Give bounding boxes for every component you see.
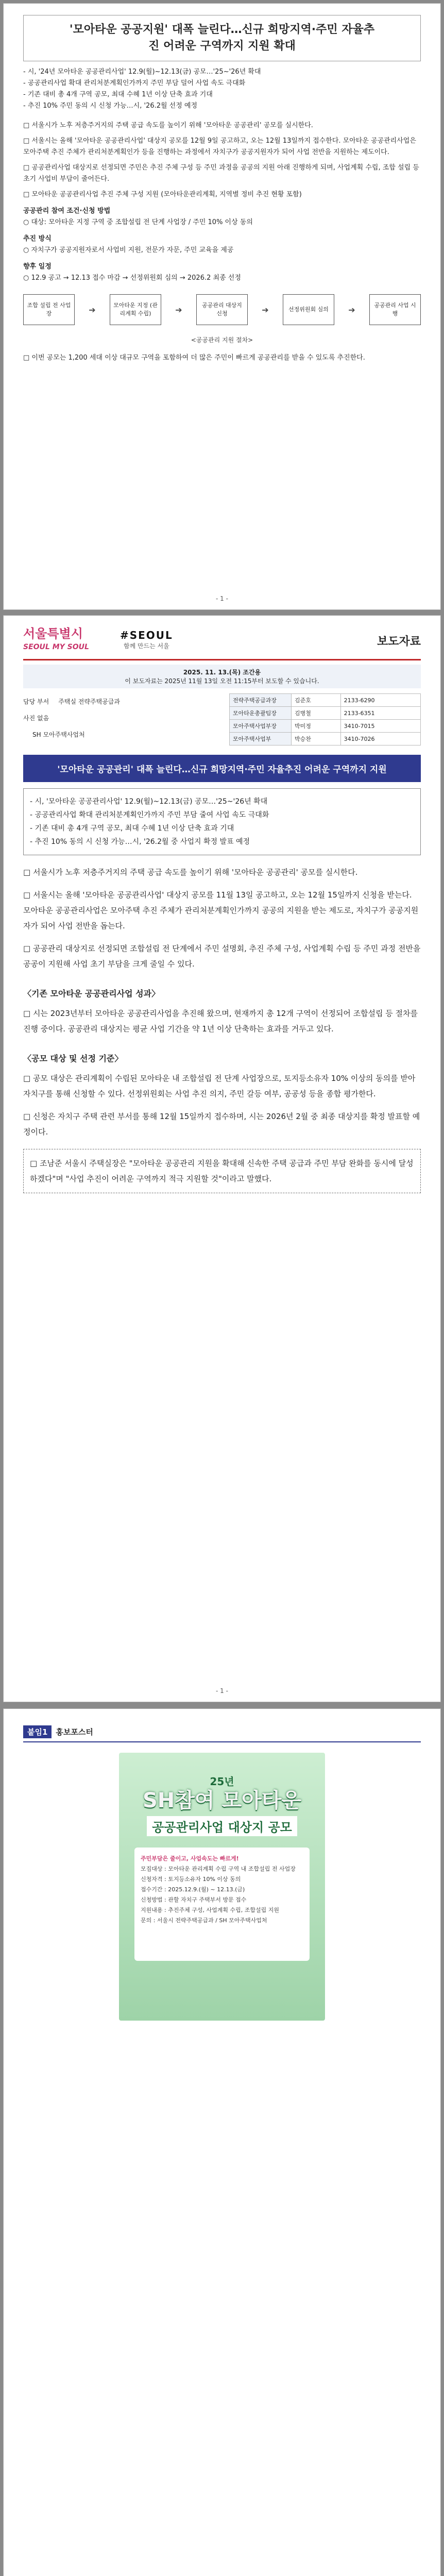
department-list [23, 693, 229, 745]
section-heading: 〈기존 모아타운 공공관리사업 성과〉 [23, 989, 160, 998]
arrow-right-icon: ➔ [262, 304, 269, 315]
table-cell: 3410-7026 [340, 733, 420, 745]
paragraph: □ 신청은 자치구 주택 관련 부서를 통해 12월 15일까지 접수하며, 시는 2026년 2월 중 최종 대상지를 확정 발표할 예정이다. [23, 1112, 420, 1137]
lead-line: - 추진 10% 동의 시 신청 가능…시, '26.2월 중 사업지 확정 발표 예정 [30, 838, 250, 846]
title-line-2: 진 어려운 구역까지 지원 확대 [148, 40, 296, 53]
section-heading: 공공관리 참여 조건·신청 방법 [23, 207, 111, 215]
table-cell: 박미정 [292, 720, 341, 733]
subtitle: - 시, '24년 모아타운 공공관리사업' 12.9(월)~12.13(금) 공모…'25~'26년 확대 [23, 68, 261, 76]
table-cell: 2133-6351 [340, 707, 420, 720]
logo-sub: SEOUL MY SOUL [23, 643, 89, 651]
press-release-label: 보도자료 [377, 635, 421, 648]
embargo-box [23, 665, 421, 688]
paragraph: □ 공모 대상은 관리계획이 수립된 모아타운 내 조합설립 전 단계 사업장으로, 토지등소유자 10% 이상의 동의를 받아 자치구를 통해 신청할 수 있다. 선정위원회는 사업 추진 의지, 주민 갈등 여부, 공공성 등을 종합 평가한다. [23, 1074, 416, 1098]
quote-box: □ 조남준 서울시 주택실장은 "모아타운 공공관리 지원을 확대해 신속한 주택 공급과 주민 부담 완화를 동시에 달성하겠다"며 "사업 추진이 어려운 구역까지 적극 지원할 것"이라고 말했다. [23, 1149, 421, 1193]
page-1 [3, 3, 441, 610]
arrow-right-icon: ➔ [175, 304, 182, 315]
seoul-logo [23, 627, 89, 654]
subtitle: - 추진 10% 주민 동의 시 신청 가능…시, '26.2월 선정 예정 [23, 102, 198, 110]
table-cell: 모아타운총괄팀장 [230, 707, 292, 720]
contact-info [23, 693, 421, 745]
slogan [120, 631, 173, 651]
headline-bar: '모아타운 공공관리' 대폭 늘린다…신규 희망지역·주민 자율추진 어려운 구역까지 지원 [23, 755, 421, 782]
poster-line: 문의 : 서울시 전략주택공급과 / SH 모아주택사업처 [141, 1917, 267, 1924]
process-flow [23, 294, 421, 325]
poster-line: 접수기간 : 2025.12.9.(월) ~ 12.13.(금) [141, 1886, 245, 1893]
table-cell: 전략주택공급과장 [230, 694, 292, 707]
lead-box [23, 788, 421, 855]
lead-line: - 시, '모아타운 공공관리사업' 12.9(월)~12.13(금) 공모…'25~'26년 확대 [30, 798, 268, 806]
paragraph: □ 이번 공모는 1,200 세대 이상 대규모 구역을 포함하여 더 많은 주민이 빠르게 공공관리를 받을 수 있도록 추진한다. [23, 354, 365, 362]
table-cell: 김병철 [292, 707, 341, 720]
table-row [230, 733, 421, 745]
page-number: - 1 - [216, 1687, 228, 1694]
paragraph: □ 서울시는 올해 '모아타운 공공관리사업' 대상지 공모를 12월 9일 공고하고, 오는 12월 13일까지 접수한다. 모아타운 공공관리사업은 모아주택 추진 주체가 관리처분계획인가 등을 진행하는 과정에서 자치구가 공공지원자가 되어 사업 전반을 지원하는 제도이다. [23, 137, 416, 156]
poster-year: 25년 [210, 1775, 234, 1788]
table-row [230, 707, 421, 720]
subtitle: - 기존 대비 총 4개 구역 공모, 최대 수혜 1년 이상 단축 효과 기대 [23, 91, 213, 98]
paragraph: □ 공공관리 대상지로 선정되면 조합설립 전 단계에서 주민 설명회, 추진 주체 구성, 사업계획 수립 등 주민 과정 전반을 공공이 지원해 사업 초기 부담을 크게 줄일 수 있다. [23, 944, 421, 969]
paragraph: □ 서울시는 올해 '모아타운 공공관리사업' 대상지 공모를 11월 13일 공고하고, 오는 12월 15일까지 신청을 받는다. 모아타운 공공관리사업은 모아주택 추진 주체가 관리처분계획인가까지 공공의 지원을 받는 제도로, 자치구가 공공지원자가 되어 사업 전반을 돕는다. [23, 890, 419, 930]
page-3 [3, 1708, 441, 2576]
subtitle: - 공공관리사업 확대 관리처분계획인가까지 주민 부담 덜어 사업 속도 극대화 [23, 79, 246, 87]
section-heading: 추진 방식 [23, 235, 52, 243]
poster-details [134, 1848, 310, 1961]
article-body [23, 865, 421, 1140]
subtitle-list [23, 66, 421, 112]
poster-line: 지원내용 : 추진주체 구성, 사업계획 수립, 조합설립 지원 [141, 1907, 279, 1913]
section-heading: 〈공모 대상 및 선정 기준〉 [23, 1054, 123, 1063]
arrow-right-icon: ➔ [89, 304, 96, 315]
logo-main: 서울특별시 [23, 626, 83, 641]
contact-table [229, 693, 421, 745]
table-cell: 모아주택사업부 [230, 733, 292, 745]
paragraph: □ 서울시가 노후 저층주거지의 주택 공급 속도를 높이기 위해 '모아타운 공공관리' 공모를 실시한다. [23, 868, 358, 877]
attachment-tag: 붙임1 [23, 1725, 52, 1738]
attachment-heading [23, 1725, 421, 1742]
hashtag: #SEOUL [119, 629, 173, 641]
poster-line: 신청자격 : 토지등소유자 10% 이상 동의 [141, 1876, 241, 1883]
hashtag-sub: 함께 만드는 서울 [123, 642, 169, 650]
flow-step: 공공관리 대상지 신청 [196, 294, 248, 325]
closing-paragraph [23, 352, 421, 364]
table-cell: 3410-7015 [340, 720, 420, 733]
arrow-right-icon: ➔ [348, 304, 355, 315]
flow-step: 선정위원회 심의 [283, 294, 334, 325]
poster-highlight: 주민부담은 줄이고, 사업속도는 빠르게! [141, 1855, 239, 1862]
flow-step: 조합 설립 전 사업장 [23, 294, 75, 325]
flow-step: 모아타운 지정 (관리계획 수립) [110, 294, 161, 325]
embargo-note: 이 보도자료는 2025년 11월 13일 오전 11:15부터 보도할 수 있습니다. [125, 677, 319, 685]
poster-line: 신청방법 : 관할 자치구 주택부서 방문 접수 [141, 1896, 247, 1903]
press-header [4, 616, 440, 659]
promo-poster [119, 1753, 325, 2021]
table-row [230, 720, 421, 733]
dept-key: 담당 부서 [23, 698, 49, 705]
paragraph: □ 모아타운 공공관리사업 추진 주체 구성 지원 (모아타운관리계획, 지역별 정비 추진 현황 포함) [23, 191, 302, 198]
department-row [23, 726, 229, 743]
embargo-date: 2025. 11. 13.(목) 조간용 [183, 669, 261, 676]
table-cell: 모아주택사업부장 [230, 720, 292, 733]
dept-value: 주택실 전략주택공급과 [58, 698, 120, 705]
poster-line: 모집대상 : 모아타운 관리계획 수립 구역 내 조합설립 전 사업장 [141, 1866, 296, 1872]
table-cell: 2133-6290 [340, 694, 420, 707]
title-line-1: '모아타운 공공지원' 대폭 늘린다…신규 희망지역·주민 자율추 [69, 23, 375, 36]
title-box [23, 15, 421, 61]
paragraph: □ 서울시가 노후 저층주거지의 주택 공급 속도를 높이기 위해 '모아타운 공공관리' 공모를 실시한다. [23, 122, 313, 129]
attachment-title: 홍보포스터 [56, 1727, 93, 1737]
flow-step: 공공관리 사업 시행 [369, 294, 421, 325]
poster-subtitle: 공공관리사업 대상지 공모 [147, 1816, 297, 1836]
body-paragraphs [23, 120, 421, 284]
page-number: - 1 - [216, 595, 228, 602]
lead-line: - 공공관리사업 확대 관리처분계획인가까지 주민 부담 줄여 사업 속도 극대화 [30, 811, 269, 819]
department-row [23, 693, 229, 710]
divider [23, 659, 421, 660]
table-row [230, 694, 421, 707]
lead-line: - 기존 대비 총 4개 구역 공모, 최대 수혜 1년 이상 단축 효과 기대 [30, 824, 234, 833]
paragraph: □ 시는 2023년부터 모아타운 공공관리사업을 추진해 왔으며, 현재까지 총 12개 구역이 선정되어 조합설립 등 절차를 진행 중이다. 공공관리 대상지는 평균 사업 기간을 약 1년 이상 단축하는 효과를 거두고 있다. [23, 1009, 418, 1033]
poster-title: SH참여 모아타운 [142, 1789, 302, 1812]
section-text: ○ 대상: 모아타운 지정 구역 중 조합설립 전 단계 사업장 / 주민 10% 이상 동의 [23, 218, 253, 226]
section-text: ○ 자치구가 공공지원자로서 사업비 지원, 전문가 자문, 주민 교육을 제공 [23, 246, 234, 254]
page-2 [3, 615, 441, 1702]
table-cell: 박승찬 [292, 733, 341, 745]
department-row [23, 710, 229, 726]
section-heading: 향후 일정 [23, 263, 52, 270]
flow-caption: <공공관리 지원 절차> [191, 336, 253, 344]
paragraph: □ 공공관리사업 대상지로 선정되면 주민은 추진 주체 구성 등 주민 과정을 공공의 지원 아래 진행하게 되며, 사업계획 수립, 조합 설립 등 초기 사업비 부담이 줄어든다. [23, 164, 419, 183]
section-text: ○ 12.9 공고 → 12.13 접수 마감 → 선정위원회 심의 → 2026.2 최종 선정 [23, 274, 241, 282]
dept-value: SH 모아주택사업처 [32, 731, 85, 738]
dept-key: 사진 없음 [23, 715, 49, 722]
table-cell: 김준호 [292, 694, 341, 707]
